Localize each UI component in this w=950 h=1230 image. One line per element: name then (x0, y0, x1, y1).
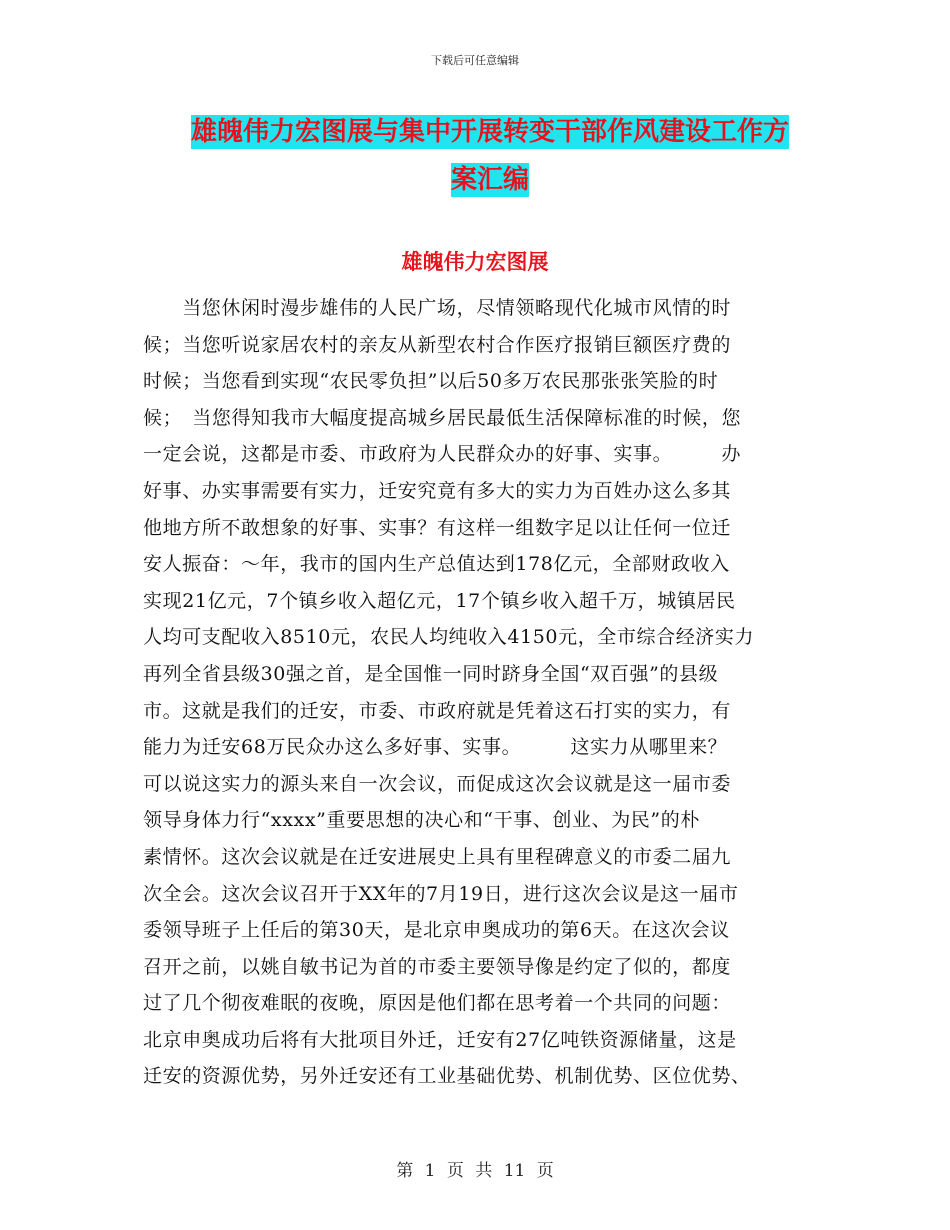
body-line: 能力为迁安68万民众办这么多好事、实事。 这实力从哪里来？ (143, 736, 728, 759)
body-line: 领导身体力行“xxxx”重要思想的决心和“干事、创业、为民”的朴 (143, 809, 700, 832)
body-line: 再列全省县级30强之首，是全国惟一同时跻身全国“双百强”的县级 (143, 662, 719, 685)
body-line: 北京申奥成功后将有大批项目外迁，迁安有27亿吨铁资源储量，这是 (143, 1028, 737, 1051)
body-line: 一定会说，这都是市委、市政府为人民群众办的好事、实事。 办 (143, 443, 742, 466)
body-line: 召开之前，以姚自敏书记为首的市委主要领导像是约定了似的，都度 (143, 955, 732, 978)
body-line: 迁安的资源优势，另外迁安还有工业基础优势、机制优势、区位优势、 (143, 1065, 751, 1088)
body-text (143, 290, 811, 1095)
document-title-line-2: 案汇编 (450, 165, 529, 195)
body-line: 委领导班子上任后的第30天，是北京申奥成功的第6天。在这次会议 (143, 919, 730, 942)
body-line: 素情怀。这次会议就是在迁安进展史上具有里程碑意义的市委二届九 (143, 845, 732, 868)
page-number: 第 1 页 共 11 页 (396, 1161, 554, 1181)
download-note: 下载后可任意编辑 (431, 54, 519, 67)
body-line: 安人振奋：～年，我市的国内生产总值达到178亿元，全部财政收入 (143, 553, 730, 576)
body-line: 次全会。这次会议召开于XX年的7月19日，进行这次会议是这一届市 (143, 882, 739, 905)
body-line: 候； 当您得知我市大幅度提高城乡居民最低生活保障标准的时候，您 (143, 406, 742, 429)
document-title (140, 108, 840, 204)
body-line: 可以说这实力的源头来自一次会议，而促成这次会议就是这一届市委 (143, 772, 732, 795)
body-line: 时候；当您看到实现“农民零负担”以后50多万农民那张张笑脸的时 (143, 370, 719, 393)
section-title: 雄魄伟力宏图展 (401, 250, 549, 274)
body-line: 他地方所不敢想象的好事、实事？有这样一组数字足以让任何一位迁 (143, 516, 732, 539)
body-line: 市。这就是我们的迁安，市委、市政府就是凭着这石打实的实力，有 (143, 699, 732, 722)
body-line: 好事、办实事需要有实力，迁安究竟有多大的实力为百姓办这么多其 (143, 479, 732, 502)
body-line: 人均可支配收入8510元，农民人均纯收入4150元，全市综合经济实力 (143, 626, 755, 649)
body-line: 实现21亿元，7个镇乡收入超亿元，17个镇乡收入超千万，城镇居民 (143, 589, 736, 612)
document-title-line-1: 雄魄伟力宏图展与集中开展转变干部作风建设工作方 (190, 117, 789, 147)
body-line: 候；当您听说家居农村的亲友从新型农村合作医疗报销巨额医疗费的 (143, 333, 732, 356)
body-line: 当您休闲时漫步雄伟的人民广场，尽情领略现代化城市风情的时 (143, 297, 732, 319)
body-line: 过了几个彻夜难眠的夜晚，原因是他们都在思考着一个共同的问题： (143, 992, 732, 1015)
